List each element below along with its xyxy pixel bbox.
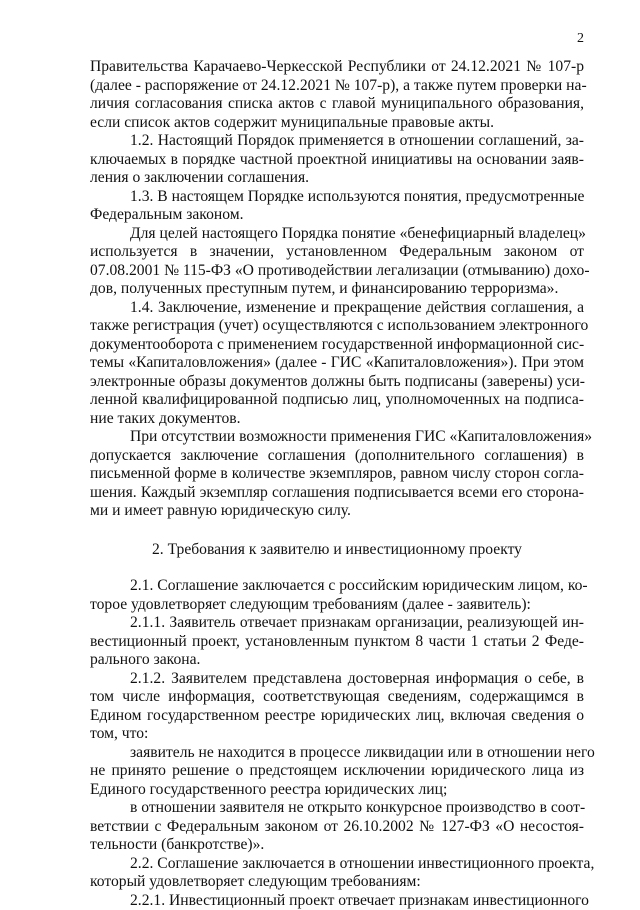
text-line: 1.2. Настоящий Порядок применяется в отношении соглашений, за- xyxy=(90,132,584,151)
text-line: Единого государственного реестра юридических лиц; xyxy=(90,781,584,800)
text-line: Едином государственном реестре юридических лиц, включая сведения о xyxy=(90,707,584,726)
paragraph-2-2-1 xyxy=(90,892,584,910)
page-number: 2 xyxy=(577,31,584,47)
text-line: 2.2.1. Инвестиционный проект отвечает признакам инвестиционного xyxy=(90,892,584,910)
text-line: 2.1.1. Заявитель отвечает признакам организации, реализующей ин- xyxy=(90,614,584,633)
text-line: ние таких документов. xyxy=(90,410,584,429)
text-line: электронные образы документов должны быть подписаны (заверены) уси- xyxy=(90,373,584,392)
text-line: допускается заключение соглашения (дополнительного соглашения) в xyxy=(90,447,584,466)
text-line: 2.1.2. Заявителем представлена достоверная информация о себе, в xyxy=(90,670,584,689)
paragraph-no-bankruptcy xyxy=(90,799,584,855)
text-line: документооборота с применением государственной информационной сис- xyxy=(90,336,584,355)
paragraph-1-4 xyxy=(90,299,584,429)
text-line: том числе информация, соответствующая сведениям, содержащимся в xyxy=(90,688,584,707)
text-line: 2.1. Соглашение заключается с российским юридическим лицом, ко- xyxy=(90,577,584,596)
text-line: 07.08.2001 № 115-ФЗ «О противодействии легализации (отмыванию) дохо- xyxy=(90,262,584,281)
text-line: не принято решение о предстоящем исключении юридического лица из xyxy=(90,762,584,781)
text-line: ления о заключении соглашения. xyxy=(90,169,584,188)
text-line: ветствии с Федеральным законом от 26.10.2002 № 127-ФЗ «О несостоя- xyxy=(90,818,584,837)
text-line: также регистрация (учет) осуществляются с использованием электронного xyxy=(90,317,584,336)
text-line: тельности (банкротстве)». xyxy=(90,836,584,855)
text-line: личия согласования списка актов с главой муниципального образования, xyxy=(90,95,584,114)
paragraph-1-2 xyxy=(90,132,584,188)
paragraph-2-2 xyxy=(90,855,584,892)
text-line: Федеральным законом. xyxy=(90,206,584,225)
text-line: письменной форме в количестве экземпляров, равном числу сторон согла- xyxy=(90,465,584,484)
text-line: 1.4. Заключение, изменение и прекращение действия соглашения, а xyxy=(90,299,584,318)
text-line: дов, полученных преступным путем, и финансированию терроризма». xyxy=(90,280,584,299)
text-line: том, что: xyxy=(90,725,584,744)
text-line: При отсутствии возможности применения ГИС «Капиталовложения» xyxy=(90,428,584,447)
paragraph-no-liquidation xyxy=(90,744,584,800)
text-line: 2.2. Соглашение заключается в отношении инвестиционного проекта, xyxy=(90,855,584,874)
text-line: ми и имеет равную юридическую силу. xyxy=(90,502,584,521)
paragraph-paper-form xyxy=(90,428,584,521)
text-line: Для целей настоящего Порядка понятие «бенефициарный владелец» xyxy=(90,225,584,244)
text-line: вестиционный проект, установленным пунктом 8 части 1 статьи 2 Феде- xyxy=(90,633,584,652)
text-line: темы «Капиталовложения» (далее - ГИС «Капиталовложения»). При этом xyxy=(90,354,584,373)
document-body xyxy=(90,58,584,910)
text-line: шения. Каждый экземпляр соглашения подписывается всеми его сторона- xyxy=(90,484,584,503)
text-line: торое удовлетворяет следующим требованиям (далее - заявитель): xyxy=(90,596,584,615)
text-line: заявитель не находится в процессе ликвидации или в отношении него xyxy=(90,744,584,763)
paragraph-1-3 xyxy=(90,188,584,225)
paragraph-2-1 xyxy=(90,577,584,614)
text-line: используется в значении, установленном Федеральным законом от xyxy=(90,243,584,262)
section-heading: 2. Требования к заявителю и инвестиционному проекту xyxy=(90,541,584,560)
paragraph-2-1-2 xyxy=(90,670,584,744)
text-line: который удовлетворяет следующим требованиям: xyxy=(90,873,584,892)
text-line: Правительства Карачаево-Черкесской Республики от 24.12.2021 № 107-р xyxy=(90,58,584,77)
paragraph-continuation xyxy=(90,58,584,132)
text-line: ленной квалифицированной подписью лиц, уполномоченных на подписа- xyxy=(90,391,584,410)
text-line: если список актов содержит муниципальные правовые акты. xyxy=(90,114,584,133)
text-line: рального закона. xyxy=(90,651,584,670)
paragraph-beneficiary xyxy=(90,225,584,299)
text-line: 1.3. В настоящем Порядке используются понятия, предусмотренные xyxy=(90,188,584,207)
text-line: (далее - распоряжение от 24.12.2021 № 107-р), а также путем проверки на- xyxy=(90,77,584,96)
paragraph-2-1-1 xyxy=(90,614,584,670)
text-line: ключаемых в порядке частной проектной инициативы на основании заяв- xyxy=(90,151,584,170)
text-line: в отношении заявителя не открыто конкурсное производство в соот- xyxy=(90,799,584,818)
